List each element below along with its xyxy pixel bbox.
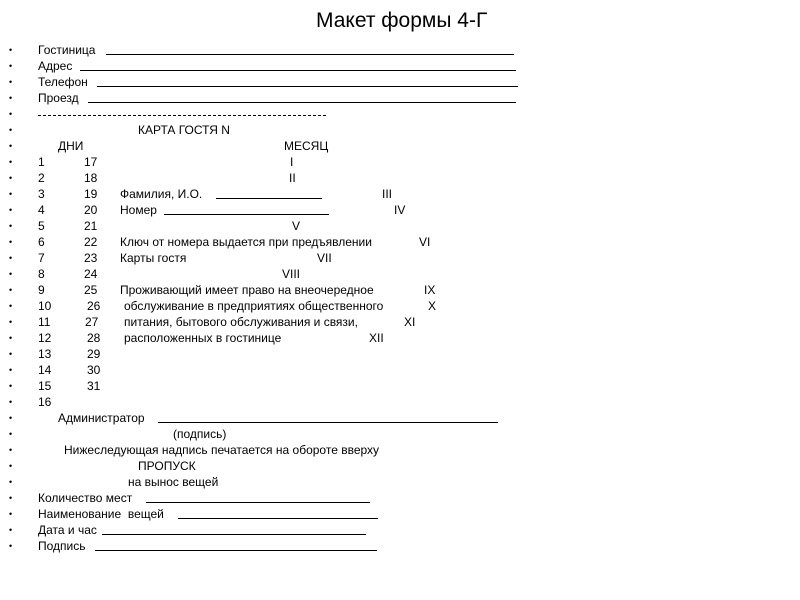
day-row (0, 362, 800, 378)
month-numeral: VIII (282, 267, 301, 281)
day-number-second: 30 (87, 363, 101, 377)
signature-note-row (0, 426, 800, 442)
bullet: • (9, 205, 13, 215)
administrator-label: Администратор (58, 411, 145, 425)
day-number-second: 24 (84, 267, 98, 281)
day-number-first: 14 (38, 363, 52, 377)
day-number-first: 9 (38, 283, 45, 297)
month-numeral: VI (419, 235, 431, 249)
card-text: расположенных в гостинице (124, 331, 282, 345)
bullet: • (9, 445, 13, 455)
address-underline (80, 70, 516, 71)
day-number-second: 29 (87, 347, 101, 361)
back-note: Нижеследующая надпись печатается на обороте вверху (64, 443, 380, 457)
bullet: • (9, 333, 13, 343)
card-title: КАРТА ГОСТЯ N (138, 123, 230, 137)
bullet: • (9, 253, 13, 263)
bullet: • (9, 349, 13, 359)
date-time-row (0, 522, 800, 538)
separator-row (0, 106, 800, 122)
bullet: • (9, 429, 13, 439)
phone-label: Телефон (38, 75, 88, 89)
bullet: • (9, 173, 13, 183)
dashed-separator (38, 115, 326, 116)
day-number-second: 28 (87, 331, 101, 345)
quantity-row (0, 490, 800, 506)
hotel-row (0, 42, 800, 58)
day-number-first: 15 (38, 379, 52, 393)
day-number-second: 17 (84, 155, 98, 169)
days-label: ДНИ (58, 139, 84, 153)
card-text: Проживающий имеет право на внеочередное (120, 283, 374, 297)
day-number-first: 10 (38, 299, 52, 313)
bullet: • (9, 269, 13, 279)
hotel-underline (106, 54, 514, 55)
bullet: • (9, 477, 13, 487)
day-row (0, 250, 800, 266)
bullet: • (9, 413, 13, 423)
back-note-row (0, 442, 800, 458)
bullet: • (9, 141, 13, 151)
card-text: Карты гостя (120, 251, 187, 265)
route-underline (88, 102, 516, 103)
item-names-row (0, 506, 800, 522)
signature-label: Подпись (38, 539, 86, 553)
day-number-first: 12 (38, 331, 52, 345)
address-row (0, 58, 800, 74)
card-text: Фамилия, И.О. (120, 187, 203, 201)
phone-row (0, 74, 800, 90)
hotel-label: Гостиница (38, 43, 96, 57)
day-row (0, 346, 800, 362)
month-numeral: II (289, 171, 296, 185)
item-names-underline (178, 518, 378, 519)
bullet: • (9, 61, 13, 71)
day-number-first: 6 (38, 235, 45, 249)
card-text: обслуживание в предприятиях общественного (124, 299, 384, 313)
bullet: • (9, 77, 13, 87)
administrator-underline (158, 422, 498, 423)
date-time-underline (102, 534, 366, 535)
bullet: • (9, 365, 13, 375)
day-row (0, 234, 800, 250)
day-row (0, 298, 800, 314)
day-row (0, 394, 800, 410)
bullet: • (9, 397, 13, 407)
month-numeral: V (292, 219, 301, 233)
bullet: • (9, 301, 13, 311)
pass-title-row (0, 458, 800, 474)
bullet: • (9, 45, 13, 55)
day-number-first: 5 (38, 219, 45, 233)
bullet: • (9, 541, 13, 551)
columns-header-row (0, 138, 800, 154)
month-numeral: XII (369, 331, 384, 345)
month-numeral: VII (317, 251, 332, 265)
month-numeral: IV (394, 203, 406, 217)
bullet: • (9, 237, 13, 247)
pass-title: ПРОПУСК (138, 459, 196, 473)
signature-underline (95, 550, 377, 551)
signature-note: (подпись) (173, 427, 227, 441)
bullet: • (9, 381, 13, 391)
day-number-second: 19 (84, 187, 98, 201)
item-names-label: Наименование вещей (38, 507, 164, 521)
quantity-underline (146, 502, 370, 503)
signature-row (0, 538, 800, 554)
route-label: Проезд (38, 91, 79, 105)
day-number-first: 1 (38, 155, 45, 169)
day-number-second: 18 (84, 171, 98, 185)
month-numeral: I (290, 155, 294, 169)
month-numeral: III (382, 187, 393, 201)
day-number-first: 2 (38, 171, 45, 185)
day-row (0, 378, 800, 394)
card-text: Ключ от номера выдается при предъявлении (120, 235, 372, 249)
day-row (0, 170, 800, 186)
bullet: • (9, 525, 13, 535)
month-numeral: IX (424, 283, 436, 297)
day-number-second: 22 (84, 235, 98, 249)
page-title: Макет формы 4-Г (316, 9, 488, 32)
month-numeral: XI (404, 315, 416, 329)
day-row (0, 282, 800, 298)
bullet: • (9, 461, 13, 471)
address-label: Адрес (38, 59, 73, 73)
field-underline (164, 214, 329, 215)
day-number-first: 7 (38, 251, 45, 265)
bullet: • (9, 493, 13, 503)
phone-underline (97, 86, 518, 87)
bullet: • (9, 109, 13, 119)
day-number-second: 20 (84, 203, 98, 217)
month-numeral: X (428, 299, 437, 313)
bullet: • (9, 285, 13, 295)
pass-subtitle: на вынос вещей (128, 475, 219, 489)
day-row (0, 330, 800, 346)
bullet: • (9, 509, 13, 519)
day-number-second: 21 (84, 219, 98, 233)
pass-subtitle-row (0, 474, 800, 490)
day-row (0, 154, 800, 170)
card-text: питания, бытового обслуживания и связи, (124, 315, 358, 329)
route-row (0, 90, 800, 106)
day-row (0, 314, 800, 330)
day-number-second: 25 (84, 283, 98, 297)
day-row (0, 186, 800, 202)
day-row (0, 218, 800, 234)
quantity-label: Количество мест (38, 491, 133, 505)
card-text: Номер (120, 203, 157, 217)
date-time-label: Дата и час (38, 523, 97, 537)
day-number-first: 11 (38, 315, 51, 329)
bullet: • (9, 157, 13, 167)
bullet: • (9, 189, 13, 199)
day-number-second: 23 (84, 251, 98, 265)
administrator-row (0, 410, 800, 426)
bullet: • (9, 221, 13, 231)
day-number-second: 27 (85, 315, 99, 329)
day-number-first: 16 (38, 395, 52, 409)
bullet: • (9, 125, 13, 135)
day-number-second: 26 (87, 299, 101, 313)
bullet: • (9, 93, 13, 103)
day-row (0, 202, 800, 218)
bullet: • (9, 317, 13, 327)
day-number-first: 8 (38, 267, 45, 281)
day-number-first: 3 (38, 187, 45, 201)
field-underline (216, 198, 322, 199)
day-number-first: 4 (38, 203, 45, 217)
card-title-row (0, 122, 800, 138)
day-number-second: 31 (87, 379, 101, 393)
day-row (0, 266, 800, 282)
day-number-first: 13 (38, 347, 52, 361)
month-label: МЕСЯЦ (284, 139, 329, 153)
